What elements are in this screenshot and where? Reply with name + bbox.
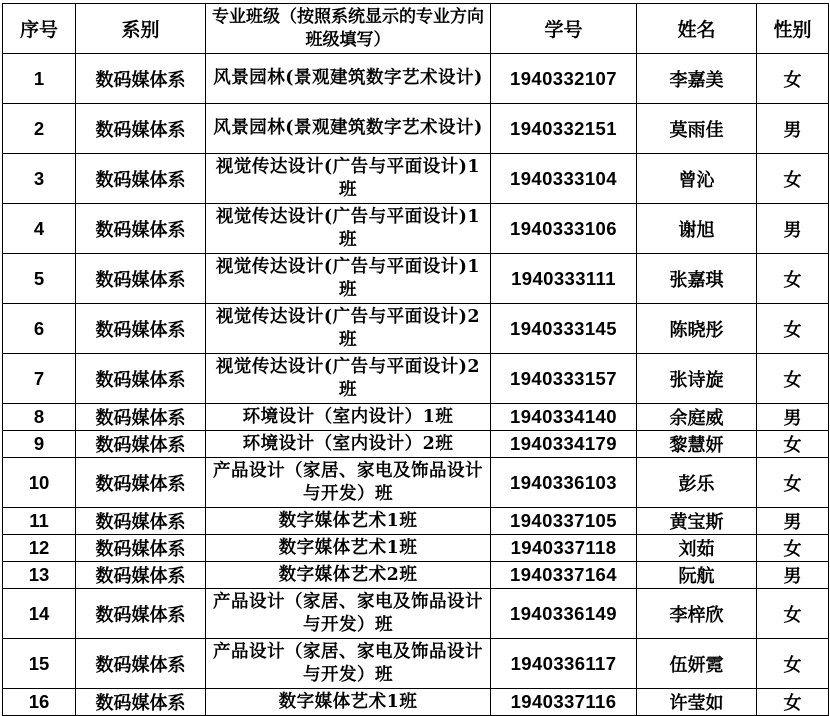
header-index: 序号 (3, 4, 76, 54)
table-row (3, 639, 829, 689)
cell-gender: 女 (757, 458, 829, 508)
cell-class: 环境设计（室内设计）2班 (206, 431, 491, 458)
cell-name: 伍妍霓 (637, 639, 757, 689)
cell-index: 3 (3, 154, 76, 204)
cell-gender: 女 (757, 589, 829, 639)
roster-body (3, 54, 829, 716)
cell-gender: 男 (757, 508, 829, 535)
header-dept: 系别 (76, 4, 206, 54)
cell-student-id: 1940333104 (491, 154, 637, 204)
cell-gender: 女 (757, 154, 829, 204)
cell-student-id: 1940337164 (491, 562, 637, 589)
table-row (3, 508, 829, 535)
cell-index: 2 (3, 104, 76, 154)
cell-class: 视觉传达设计(广告与平面设计)2班 (206, 354, 491, 404)
cell-student-id: 1940336103 (491, 458, 637, 508)
cell-student-id: 1940334140 (491, 404, 637, 431)
cell-gender: 女 (757, 639, 829, 689)
cell-class: 数字媒体艺术1班 (206, 508, 491, 535)
cell-student-id: 1940337118 (491, 535, 637, 562)
cell-gender: 女 (757, 431, 829, 458)
table-row (3, 562, 829, 589)
table-row (3, 689, 829, 716)
cell-dept: 数码媒体系 (76, 508, 206, 535)
cell-dept: 数码媒体系 (76, 104, 206, 154)
cell-gender: 女 (757, 54, 829, 104)
cell-class: 产品设计（家居、家电及饰品设计与开发）班 (206, 589, 491, 639)
cell-index: 6 (3, 304, 76, 354)
cell-dept: 数码媒体系 (76, 154, 206, 204)
cell-gender: 女 (757, 254, 829, 304)
cell-class: 风景园林(景观建筑数字艺术设计) (206, 54, 491, 104)
cell-student-id: 1940334179 (491, 431, 637, 458)
cell-dept: 数码媒体系 (76, 54, 206, 104)
table-row (3, 154, 829, 204)
cell-dept: 数码媒体系 (76, 404, 206, 431)
cell-name: 曾沁 (637, 154, 757, 204)
cell-name: 阮航 (637, 562, 757, 589)
table-row (3, 431, 829, 458)
cell-class: 视觉传达设计(广告与平面设计)1班 (206, 154, 491, 204)
cell-name: 陈晓彤 (637, 304, 757, 354)
cell-index: 14 (3, 589, 76, 639)
table-row (3, 204, 829, 254)
cell-student-id: 1940332151 (491, 104, 637, 154)
cell-name: 黎慧妍 (637, 431, 757, 458)
cell-index: 16 (3, 689, 76, 716)
cell-class: 数字媒体艺术2班 (206, 562, 491, 589)
cell-gender: 男 (757, 562, 829, 589)
cell-name: 许莹如 (637, 689, 757, 716)
header-gender: 性别 (757, 4, 829, 54)
cell-student-id: 1940337116 (491, 689, 637, 716)
cell-dept: 数码媒体系 (76, 562, 206, 589)
cell-index: 12 (3, 535, 76, 562)
cell-index: 15 (3, 639, 76, 689)
cell-student-id: 1940336149 (491, 589, 637, 639)
cell-index: 5 (3, 254, 76, 304)
cell-dept: 数码媒体系 (76, 204, 206, 254)
table-row (3, 104, 829, 154)
cell-index: 9 (3, 431, 76, 458)
cell-class: 风景园林(景观建筑数字艺术设计) (206, 104, 491, 154)
cell-name: 彭乐 (637, 458, 757, 508)
cell-name: 莫雨佳 (637, 104, 757, 154)
student-roster-table (2, 3, 829, 716)
table-row (3, 458, 829, 508)
cell-student-id: 1940333157 (491, 354, 637, 404)
cell-gender: 男 (757, 404, 829, 431)
cell-class: 产品设计（家居、家电及饰品设计与开发）班 (206, 639, 491, 689)
table-row (3, 535, 829, 562)
cell-student-id: 1940333106 (491, 204, 637, 254)
table-row (3, 589, 829, 639)
table-row (3, 404, 829, 431)
cell-dept: 数码媒体系 (76, 639, 206, 689)
cell-student-id: 1940336117 (491, 639, 637, 689)
cell-dept: 数码媒体系 (76, 431, 206, 458)
cell-gender: 女 (757, 304, 829, 354)
cell-gender: 女 (757, 689, 829, 716)
table-row (3, 354, 829, 404)
cell-student-id: 1940333111 (491, 254, 637, 304)
table-row (3, 304, 829, 354)
cell-class: 产品设计（家居、家电及饰品设计与开发）班 (206, 458, 491, 508)
header-row (3, 4, 829, 54)
header-student-id: 学号 (491, 4, 637, 54)
cell-index: 7 (3, 354, 76, 404)
cell-name: 张诗旋 (637, 354, 757, 404)
cell-gender: 女 (757, 535, 829, 562)
cell-student-id: 1940332107 (491, 54, 637, 104)
table-row (3, 54, 829, 104)
cell-dept: 数码媒体系 (76, 535, 206, 562)
cell-dept: 数码媒体系 (76, 458, 206, 508)
cell-dept: 数码媒体系 (76, 689, 206, 716)
cell-index: 8 (3, 404, 76, 431)
cell-name: 余庭威 (637, 404, 757, 431)
cell-index: 10 (3, 458, 76, 508)
cell-index: 13 (3, 562, 76, 589)
cell-class: 数字媒体艺术1班 (206, 689, 491, 716)
cell-class: 环境设计（室内设计）1班 (206, 404, 491, 431)
cell-class: 数字媒体艺术1班 (206, 535, 491, 562)
header-name: 姓名 (637, 4, 757, 54)
cell-name: 李梓欣 (637, 589, 757, 639)
cell-class: 视觉传达设计(广告与平面设计)1班 (206, 204, 491, 254)
cell-gender: 女 (757, 354, 829, 404)
cell-dept: 数码媒体系 (76, 254, 206, 304)
cell-gender: 男 (757, 204, 829, 254)
cell-name: 张嘉琪 (637, 254, 757, 304)
cell-gender: 男 (757, 104, 829, 154)
cell-class: 视觉传达设计(广告与平面设计)2班 (206, 304, 491, 354)
cell-index: 1 (3, 54, 76, 104)
cell-student-id: 1940333145 (491, 304, 637, 354)
table-row (3, 254, 829, 304)
header-class: 专业班级（按照系统显示的专业方向班级填写） (206, 4, 491, 54)
cell-class: 视觉传达设计(广告与平面设计)1班 (206, 254, 491, 304)
cell-student-id: 1940337105 (491, 508, 637, 535)
cell-dept: 数码媒体系 (76, 354, 206, 404)
cell-dept: 数码媒体系 (76, 589, 206, 639)
cell-index: 4 (3, 204, 76, 254)
cell-index: 11 (3, 508, 76, 535)
cell-dept: 数码媒体系 (76, 304, 206, 354)
cell-name: 黄宝斯 (637, 508, 757, 535)
cell-name: 谢旭 (637, 204, 757, 254)
cell-name: 李嘉美 (637, 54, 757, 104)
cell-name: 刘茹 (637, 535, 757, 562)
